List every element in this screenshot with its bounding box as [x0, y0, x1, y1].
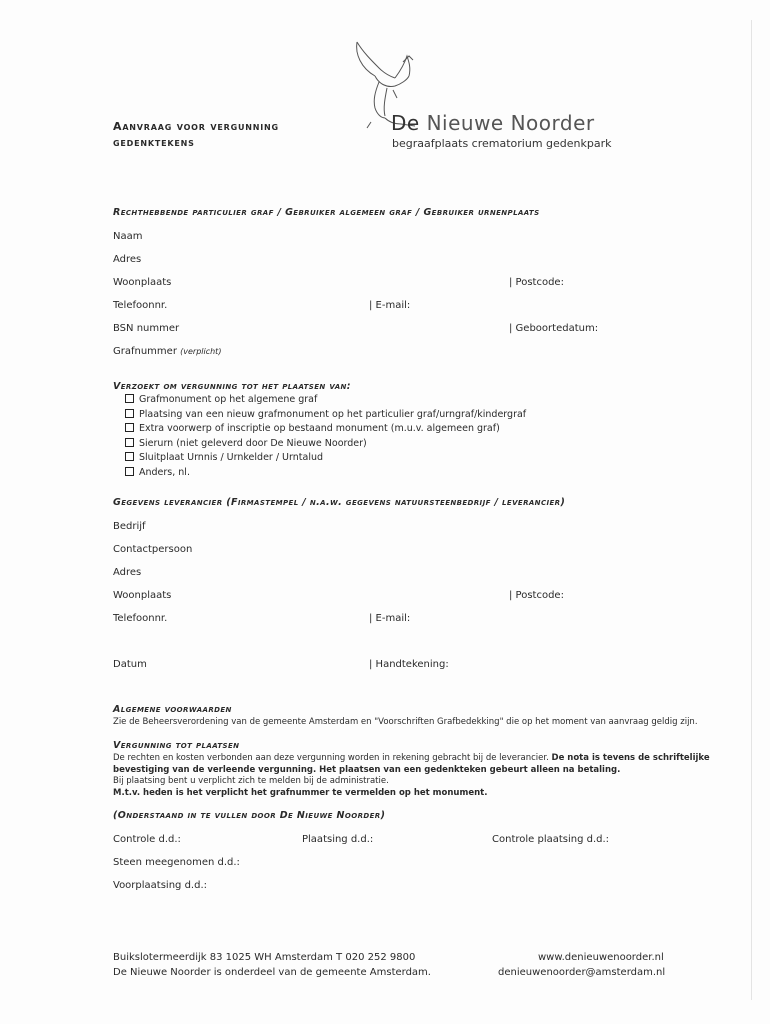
option-list — [125, 393, 526, 480]
option-item[interactable] — [125, 393, 526, 408]
checkbox-icon[interactable] — [125, 452, 134, 461]
label-email: | E-mail: — [369, 300, 411, 311]
label-geboortedatum: | Geboortedatum: — [509, 323, 599, 334]
checkbox-icon[interactable] — [125, 394, 134, 403]
footer-note: De Nieuwe Noorder is onderdeel van de gemeente Amsterdam. — [113, 967, 431, 978]
option-label: Plaatsing van een nieuw grafmonument op het particulier graf/urngraf/kindergraf — [139, 408, 527, 420]
section-title-verzoek: Verzoekt om vergunning tot het plaatsen van: — [113, 381, 351, 392]
section-title-leverancier: Gegevens leverancier (Firmastempel / n.a.w. gegevens natuursteenbedrijf / leverancier) — [113, 497, 566, 508]
footer-email-link[interactable]: denieuwenoorder@amsterdam.nl — [498, 967, 666, 978]
brand-name-part2: Nieuwe Noorder — [426, 111, 595, 135]
page-edge-line — [751, 20, 752, 1000]
voorwaarden-text: Zie de Beheersverordening van de gemeente Amsterdam en "Voorschriften Grafbedekking" die op het moment van aanvraag geldig zijn. — [113, 717, 698, 727]
option-item[interactable] — [125, 451, 526, 466]
label-telefoon-leverancier: Telefoonnr. — [113, 613, 168, 624]
checkbox-icon[interactable] — [125, 409, 134, 418]
option-label: Sierurn (niet geleverd door De Nieuwe Noorder) — [139, 437, 367, 449]
label-datum: Datum — [113, 659, 147, 670]
label-naam: Naam — [113, 231, 143, 242]
label-adres: Adres — [113, 254, 142, 265]
section-title-intern: (Onderstaand in te vullen door De Nieuwe Noorder) — [113, 810, 386, 821]
checkbox-icon[interactable] — [125, 438, 134, 447]
option-item[interactable] — [125, 422, 526, 437]
label-verplicht: (verplicht) — [180, 347, 222, 356]
label-steen-meegenomen: Steen meegenomen d.d.: — [113, 857, 240, 868]
label-contactpersoon: Contactpersoon — [113, 544, 193, 555]
label-postcode: | Postcode: — [509, 277, 564, 288]
checkbox-icon[interactable] — [125, 423, 134, 432]
section-title-voorwaarden: Algemene voorwaarden — [113, 704, 232, 715]
option-label: Grafmonument op het algemene graf — [139, 394, 318, 405]
option-label: Sluitplaat Urnnis / Urnkelder / Urntalud — [139, 452, 324, 463]
vergunning-line3: Bij plaatsing bent u verplicht zich te melden bij de administratie. — [113, 776, 389, 786]
checkbox-icon[interactable] — [125, 467, 134, 476]
brand-name — [391, 111, 595, 135]
label-postcode-leverancier: | Postcode: — [509, 590, 564, 601]
label-email-leverancier: | E-mail: — [369, 613, 411, 624]
option-item[interactable] — [125, 466, 526, 481]
vergunning-line1 — [113, 753, 710, 765]
option-label: Anders, nl. — [139, 466, 190, 478]
footer-address: Buikslotermeerdijk 83 1025 WH Amsterdam T 020 252 9800 — [113, 952, 416, 963]
form-title-line2: gedenktekens — [113, 136, 195, 149]
form-title-line1: Aanvraag voor vergunning — [113, 120, 279, 133]
brand-name-part1: De — [391, 111, 420, 135]
label-bsn: BSN nummer — [113, 323, 180, 334]
label-controle-plaatsing: Controle plaatsing d.d.: — [492, 834, 610, 845]
vergunning-line4 — [113, 788, 710, 800]
option-item[interactable] — [125, 437, 526, 452]
label-grafnummer — [113, 346, 221, 357]
label-controle: Controle d.d.: — [113, 834, 181, 845]
vergunning-line2 — [113, 765, 710, 777]
vergunning-line1-normal: De rechten en kosten verbonden aan deze vergunning worden in rekening gebracht bij de leverancier. — [113, 753, 549, 763]
label-handtekening: | Handtekening: — [369, 659, 449, 670]
label-woonplaats-leverancier: Woonplaats — [113, 590, 172, 601]
vergunning-line1-bold: De nota is tevens de schriftelijke — [551, 753, 710, 763]
label-bedrijf: Bedrijf — [113, 521, 146, 532]
section-title-vergunning: Vergunning tot plaatsen — [113, 740, 240, 751]
vergunning-line2-text: bevestiging van de verleende vergunning. Het plaatsen van een gedenkteken gebeurt alleen na betaling. — [113, 764, 621, 775]
label-voorplaatsing: Voorplaatsing d.d.: — [113, 880, 207, 891]
brand-subtitle: begraafplaats crematorium gedenkpark — [392, 137, 612, 150]
label-woonplaats: Woonplaats — [113, 277, 172, 288]
option-item[interactable] — [125, 408, 526, 423]
label-adres-leverancier: Adres — [113, 567, 142, 578]
label-telefoon: Telefoonnr. — [113, 300, 168, 311]
vergunning-text — [113, 753, 710, 799]
section-title-rechthebbende: Rechthebbende particulier graf / Gebruiker algemeen graf / Gebruiker urnenplaats — [113, 207, 540, 218]
vergunning-line4-text: M.t.v. heden is het verplicht het grafnummer te vermelden op het monument. — [113, 787, 488, 798]
label-grafnummer-text: Grafnummer — [113, 346, 177, 357]
label-plaatsing: Plaatsing d.d.: — [302, 834, 374, 845]
footer-website-link[interactable]: www.denieuwenoorder.nl — [538, 952, 664, 963]
option-label: Extra voorwerp of inscriptie op bestaand monument (m.u.v. algemeen graf) — [139, 423, 500, 434]
